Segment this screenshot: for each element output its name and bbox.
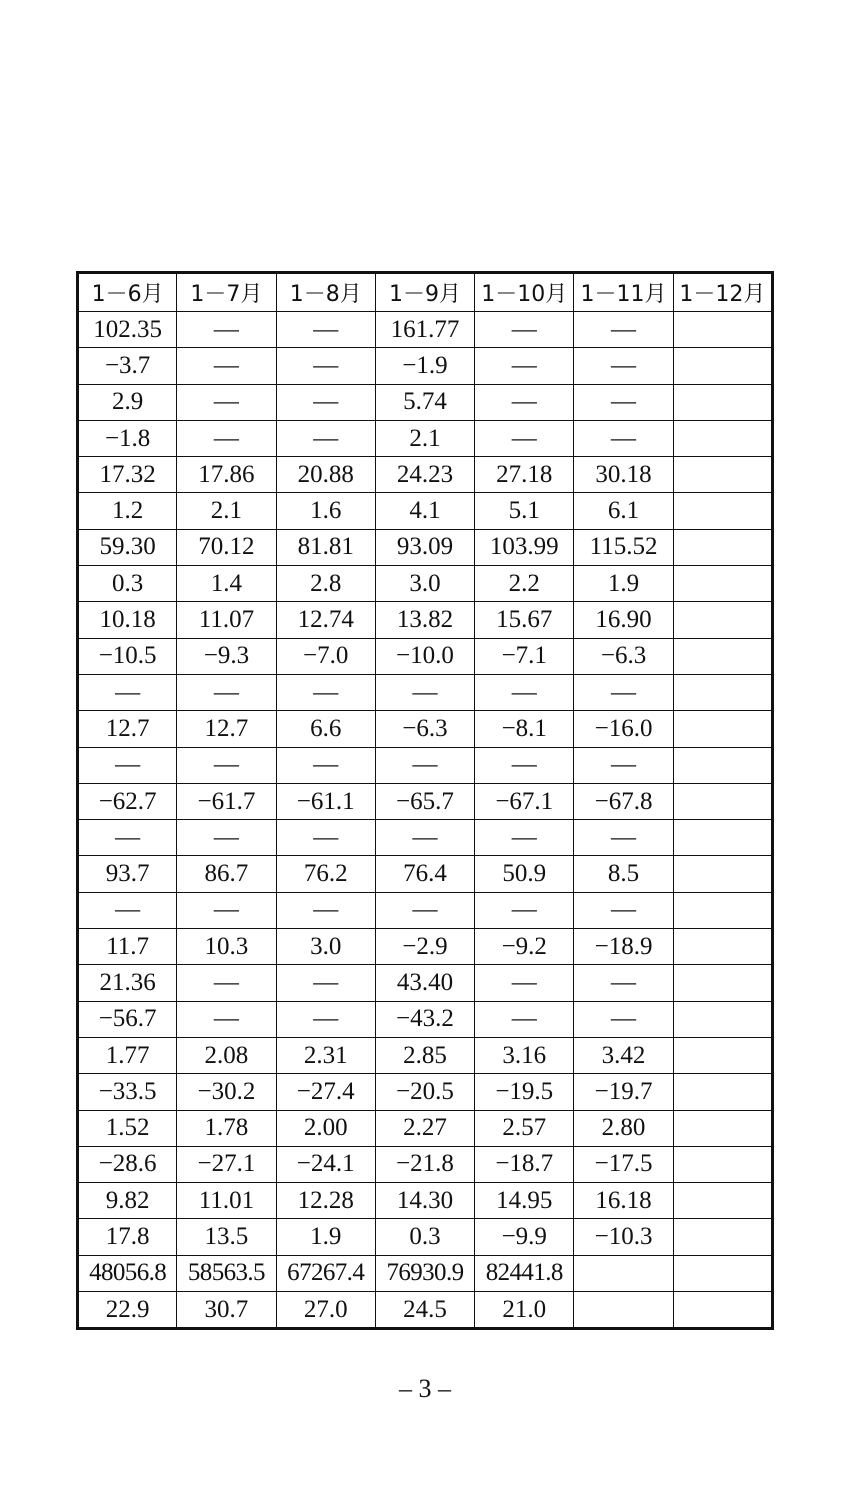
table-cell: 16.18 — [574, 1183, 673, 1219]
table-cell — [673, 348, 772, 384]
table-row — [78, 674, 773, 710]
table-row — [78, 312, 773, 348]
column-header: 1－9月 — [375, 273, 474, 312]
table-cell: 3.16 — [475, 1037, 574, 1073]
column-header: 1－10月 — [475, 273, 574, 312]
table-cell: 86.7 — [177, 856, 276, 892]
table-cell: — — [574, 747, 673, 783]
table-cell: −43.2 — [375, 1001, 474, 1037]
table-cell: −30.2 — [177, 1074, 276, 1110]
table-cell: — — [375, 747, 474, 783]
table-row — [78, 384, 773, 420]
table-cell — [673, 1146, 772, 1182]
table-cell: 27.0 — [276, 1292, 375, 1329]
table-cell: 11.01 — [177, 1183, 276, 1219]
table-cell: −19.7 — [574, 1074, 673, 1110]
table-cell — [673, 1001, 772, 1037]
table-cell: — — [276, 965, 375, 1001]
table-cell: — — [475, 965, 574, 1001]
table-cell: 81.81 — [276, 529, 375, 565]
table-cell: −8.1 — [475, 711, 574, 747]
table-row — [78, 1037, 773, 1073]
table-cell: — — [574, 348, 673, 384]
table-cell: — — [475, 1001, 574, 1037]
table-cell: 17.86 — [177, 457, 276, 493]
table-cell: −2.9 — [375, 929, 474, 965]
table-row — [78, 1110, 773, 1146]
table-cell: — — [276, 674, 375, 710]
table-cell — [673, 1037, 772, 1073]
table-cell — [673, 493, 772, 529]
table-cell: −21.8 — [375, 1146, 474, 1182]
table-cell: −10.5 — [78, 638, 177, 674]
table-row — [78, 348, 773, 384]
table-cell: −6.3 — [574, 638, 673, 674]
table-row — [78, 493, 773, 529]
table-cell — [673, 856, 772, 892]
table-cell: 3.0 — [375, 566, 474, 602]
table-cell: — — [475, 892, 574, 928]
table-cell: — — [574, 312, 673, 348]
table-cell: 14.30 — [375, 1183, 474, 1219]
table-cell: 12.7 — [78, 711, 177, 747]
table-cell — [673, 312, 772, 348]
table-cell: −18.9 — [574, 929, 673, 965]
table-cell: 2.08 — [177, 1037, 276, 1073]
table-cell: 21.0 — [475, 1292, 574, 1329]
table-cell: — — [574, 965, 673, 1001]
table-cell: — — [475, 348, 574, 384]
table-cell: −67.8 — [574, 783, 673, 819]
table-row — [78, 783, 773, 819]
table-cell: — — [276, 312, 375, 348]
table-cell: −7.1 — [475, 638, 574, 674]
table-row — [78, 1183, 773, 1219]
table-cell: −33.5 — [78, 1074, 177, 1110]
table-cell: — — [276, 420, 375, 456]
table-cell: 3.0 — [276, 929, 375, 965]
table-row — [78, 602, 773, 638]
table-cell: — — [78, 892, 177, 928]
table-cell: 115.52 — [574, 529, 673, 565]
table-cell: 48056.8 — [78, 1255, 177, 1291]
table-cell: 1.4 — [177, 566, 276, 602]
table-cell: — — [177, 348, 276, 384]
table-cell: 13.82 — [375, 602, 474, 638]
table-cell: 9.82 — [78, 1183, 177, 1219]
table-cell: — — [177, 674, 276, 710]
table-cell: 2.00 — [276, 1110, 375, 1146]
table-cell — [673, 638, 772, 674]
table-cell: 11.7 — [78, 929, 177, 965]
table-cell: 17.8 — [78, 1219, 177, 1255]
table-cell: — — [177, 1001, 276, 1037]
table-cell — [673, 1110, 772, 1146]
table-row — [78, 747, 773, 783]
table-cell: — — [475, 384, 574, 420]
table-cell: — — [475, 420, 574, 456]
column-header: 1－11月 — [574, 273, 673, 312]
table-cell: 1.9 — [276, 1219, 375, 1255]
table-cell: — — [574, 384, 673, 420]
table-cell: −1.9 — [375, 348, 474, 384]
table-cell: −61.1 — [276, 783, 375, 819]
table-cell — [673, 1292, 772, 1329]
table-cell: 14.95 — [475, 1183, 574, 1219]
table-cell: — — [276, 348, 375, 384]
table-cell: 11.07 — [177, 602, 276, 638]
table-cell: 6.1 — [574, 493, 673, 529]
table-cell: −18.7 — [475, 1146, 574, 1182]
table-cell: −10.3 — [574, 1219, 673, 1255]
table-cell: 2.57 — [475, 1110, 574, 1146]
table-cell: 67267.4 — [276, 1255, 375, 1291]
table-row — [78, 1146, 773, 1182]
table-cell: — — [276, 384, 375, 420]
table-cell: 102.35 — [78, 312, 177, 348]
table-row — [78, 420, 773, 456]
table-cell: 6.6 — [276, 711, 375, 747]
table-cell: −27.4 — [276, 1074, 375, 1110]
table-cell: — — [276, 1001, 375, 1037]
table-cell — [574, 1255, 673, 1291]
table-cell: 70.12 — [177, 529, 276, 565]
data-table — [76, 271, 774, 1330]
table-cell: 17.32 — [78, 457, 177, 493]
table-cell: 10.18 — [78, 602, 177, 638]
table-cell: — — [574, 892, 673, 928]
table-cell: 5.74 — [375, 384, 474, 420]
table-cell: 8.5 — [574, 856, 673, 892]
table-cell: — — [574, 420, 673, 456]
column-header: 1－8月 — [276, 273, 375, 312]
table-cell: −7.0 — [276, 638, 375, 674]
table-cell: 2.9 — [78, 384, 177, 420]
table-cell: — — [78, 674, 177, 710]
table-cell: −65.7 — [375, 783, 474, 819]
table-row — [78, 1255, 773, 1291]
table-cell: −3.7 — [78, 348, 177, 384]
table-cell: — — [375, 674, 474, 710]
table-cell: 13.5 — [177, 1219, 276, 1255]
table-body — [78, 312, 773, 1329]
table-cell — [673, 711, 772, 747]
table-cell: 82441.8 — [475, 1255, 574, 1291]
table-cell: 2.80 — [574, 1110, 673, 1146]
table-cell: 2.27 — [375, 1110, 474, 1146]
table-cell: 20.88 — [276, 457, 375, 493]
table-row — [78, 638, 773, 674]
table-row — [78, 1001, 773, 1037]
table-cell — [673, 1219, 772, 1255]
table-row — [78, 457, 773, 493]
table-cell: −9.2 — [475, 929, 574, 965]
table-cell: — — [177, 820, 276, 856]
table-cell: — — [475, 820, 574, 856]
table-row — [78, 856, 773, 892]
table-cell: 0.3 — [375, 1219, 474, 1255]
table-cell: 10.3 — [177, 929, 276, 965]
table-cell: −24.1 — [276, 1146, 375, 1182]
table-cell: −9.9 — [475, 1219, 574, 1255]
table-cell: −62.7 — [78, 783, 177, 819]
table-row — [78, 820, 773, 856]
table-cell: — — [177, 892, 276, 928]
table-cell: 1.6 — [276, 493, 375, 529]
table-cell: 21.36 — [78, 965, 177, 1001]
table-cell — [673, 820, 772, 856]
table-cell: 24.5 — [375, 1292, 474, 1329]
table-cell: — — [276, 820, 375, 856]
header-row — [78, 273, 773, 312]
table-cell: −17.5 — [574, 1146, 673, 1182]
table-cell: −9.3 — [177, 638, 276, 674]
table-cell: — — [177, 384, 276, 420]
table-cell: −16.0 — [574, 711, 673, 747]
table-row — [78, 566, 773, 602]
column-header: 1－12月 — [673, 273, 772, 312]
table-cell: −67.1 — [475, 783, 574, 819]
table-cell: 2.85 — [375, 1037, 474, 1073]
table-cell — [673, 1255, 772, 1291]
column-header: 1－6月 — [78, 273, 177, 312]
table-cell: 15.67 — [475, 602, 574, 638]
table-cell: — — [177, 420, 276, 456]
table-cell: 2.1 — [375, 420, 474, 456]
table-cell: 161.77 — [375, 312, 474, 348]
table-cell: — — [177, 965, 276, 1001]
table-cell: 12.28 — [276, 1183, 375, 1219]
table-cell: −6.3 — [375, 711, 474, 747]
table-cell: 43.40 — [375, 965, 474, 1001]
table-cell — [673, 1074, 772, 1110]
table-cell: 58563.5 — [177, 1255, 276, 1291]
table-cell: 30.18 — [574, 457, 673, 493]
table-cell: 1.9 — [574, 566, 673, 602]
table-cell: — — [574, 1001, 673, 1037]
table-cell: 12.7 — [177, 711, 276, 747]
table-cell: — — [375, 820, 474, 856]
table-cell: −10.0 — [375, 638, 474, 674]
table-cell: — — [78, 820, 177, 856]
table-cell: 4.1 — [375, 493, 474, 529]
table-cell: — — [78, 747, 177, 783]
table-row — [78, 529, 773, 565]
table-cell: 50.9 — [475, 856, 574, 892]
table-cell: — — [574, 820, 673, 856]
table-cell — [673, 566, 772, 602]
table-cell: −61.7 — [177, 783, 276, 819]
table-row — [78, 929, 773, 965]
table-cell: 1.77 — [78, 1037, 177, 1073]
table-cell: 93.09 — [375, 529, 474, 565]
table-cell — [673, 929, 772, 965]
table-cell — [673, 965, 772, 1001]
table-cell — [673, 892, 772, 928]
table-row — [78, 1219, 773, 1255]
table-cell — [673, 1183, 772, 1219]
table-cell — [673, 674, 772, 710]
table-cell: −20.5 — [375, 1074, 474, 1110]
page-number: – 3 – — [399, 1374, 451, 1403]
table-cell: — — [475, 747, 574, 783]
table-cell: 12.74 — [276, 602, 375, 638]
table-cell: −19.5 — [475, 1074, 574, 1110]
table-row — [78, 965, 773, 1001]
table-row — [78, 892, 773, 928]
table-cell: 76.4 — [375, 856, 474, 892]
table-cell: 93.7 — [78, 856, 177, 892]
table-cell: 2.1 — [177, 493, 276, 529]
table-cell: 0.3 — [78, 566, 177, 602]
column-header: 1－7月 — [177, 273, 276, 312]
table-cell: — — [276, 892, 375, 928]
table-cell: −56.7 — [78, 1001, 177, 1037]
table-cell — [673, 747, 772, 783]
table-cell: — — [375, 892, 474, 928]
table-cell: 24.23 — [375, 457, 474, 493]
table-cell: 27.18 — [475, 457, 574, 493]
table-cell: 76.2 — [276, 856, 375, 892]
table-row — [78, 1074, 773, 1110]
table-row — [78, 711, 773, 747]
table-cell: 103.99 — [475, 529, 574, 565]
table-cell — [574, 1292, 673, 1329]
table-cell: 22.9 — [78, 1292, 177, 1329]
table-cell: 30.7 — [177, 1292, 276, 1329]
table-cell: — — [475, 312, 574, 348]
table-cell — [673, 783, 772, 819]
table-cell: 1.78 — [177, 1110, 276, 1146]
table-cell: 59.30 — [78, 529, 177, 565]
table-cell: 16.90 — [574, 602, 673, 638]
table-cell: −28.6 — [78, 1146, 177, 1182]
table-cell: — — [574, 674, 673, 710]
table-cell: −1.8 — [78, 420, 177, 456]
table-cell: — — [475, 674, 574, 710]
table-cell: 3.42 — [574, 1037, 673, 1073]
table-cell: — — [177, 747, 276, 783]
table-cell — [673, 602, 772, 638]
table-row — [78, 1292, 773, 1329]
table-cell: — — [177, 312, 276, 348]
table-cell: 2.8 — [276, 566, 375, 602]
table-cell — [673, 457, 772, 493]
table-cell: 2.2 — [475, 566, 574, 602]
table-cell: 5.1 — [475, 493, 574, 529]
table-cell: 76930.9 — [375, 1255, 474, 1291]
table-cell: 1.52 — [78, 1110, 177, 1146]
table-cell — [673, 384, 772, 420]
table-cell: −27.1 — [177, 1146, 276, 1182]
table-cell: — — [276, 747, 375, 783]
table-cell: 1.2 — [78, 493, 177, 529]
table-cell: 2.31 — [276, 1037, 375, 1073]
table-cell — [673, 529, 772, 565]
table-cell — [673, 420, 772, 456]
